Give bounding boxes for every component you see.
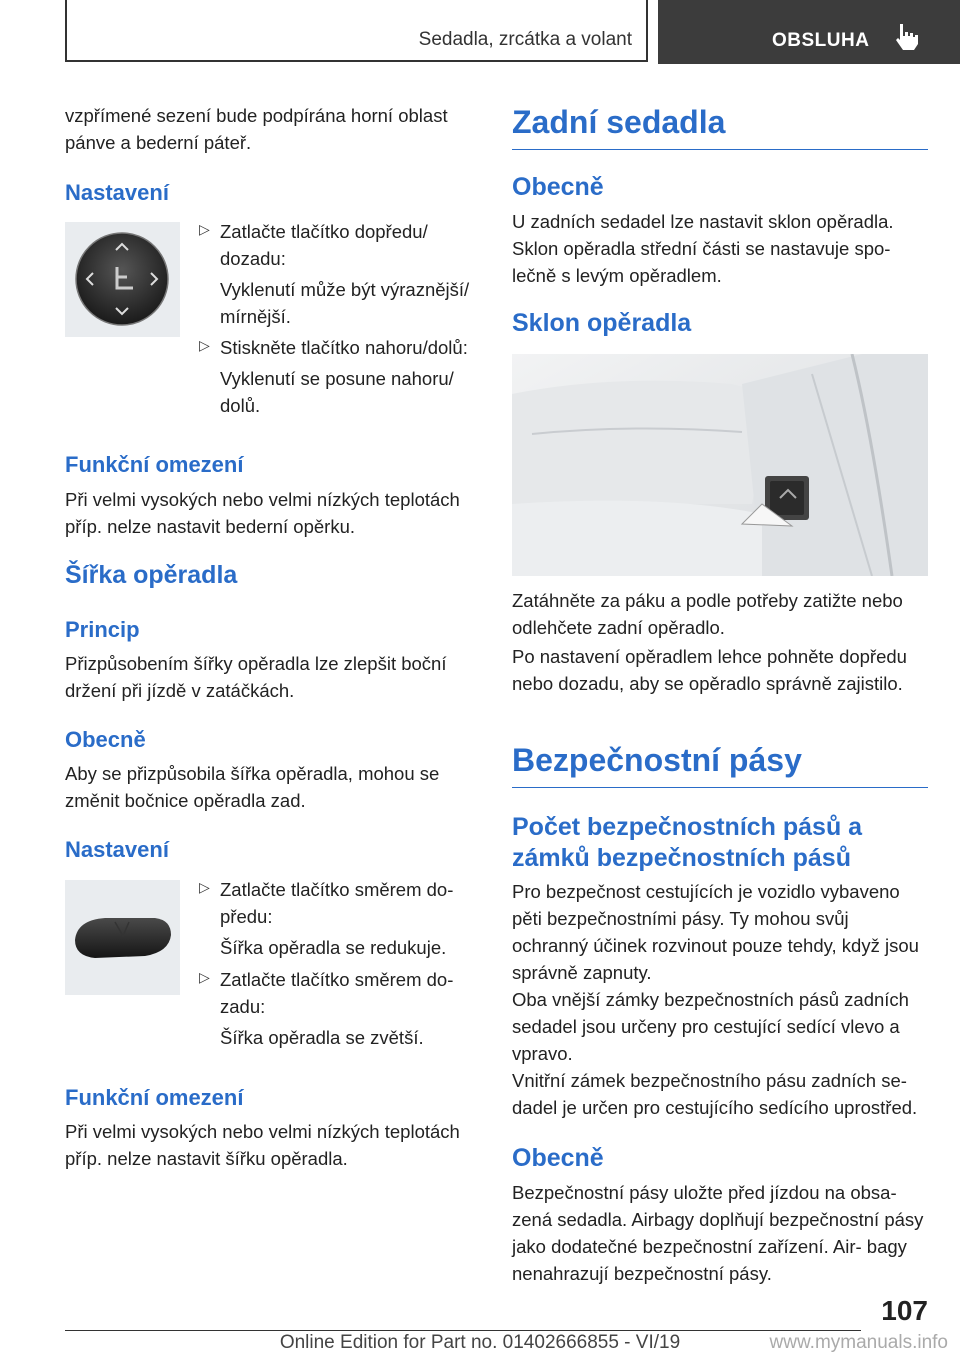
seat-belts-heading: Bezpečnostní pásy — [512, 742, 928, 788]
footer-divider — [65, 1330, 861, 1331]
width-heading: Šířka opěradla — [65, 561, 238, 589]
step-result: Šířka opěradla se redukuje. — [220, 937, 447, 958]
rear-general-text: U zadních sedadel lze nastavit sklon opěradla. Sklon opěradla střední části se nastavuje spo- lečně s levým opěradlem. — [512, 211, 894, 286]
step-marker-icon: ▷ — [199, 969, 210, 985]
limits2-heading: Funkční omezení — [65, 1085, 244, 1110]
rear-general-heading: Obecně — [512, 173, 604, 201]
step-result: Šířka opěradla se zvětší. — [220, 1027, 424, 1048]
step-result: Vyklenutí se posune nahoru/ dolů. — [220, 368, 454, 416]
tilt-text-1: Zatáhněte za páku a podle potřeby zatižte nebo odlehčete zadní opěradlo. — [512, 590, 903, 638]
belt-count-text-2: Oba vnější zámky bezpečnostních pásů zadních sedadel jsou určeny pro cestující sedící vlevo a vpravo. — [512, 989, 909, 1064]
step-marker-icon: ▷ — [199, 337, 210, 353]
limits1-text: Při velmi vysokých nebo velmi nízkých teplotách příp. nelze nastavit bederní opěrku. — [65, 489, 460, 537]
page-number: 107 — [881, 1295, 928, 1326]
belts-general-heading: Obecně — [512, 1144, 604, 1172]
rear-seat-tilt-lever-image — [512, 354, 928, 576]
general-text: Aby se přizpůsobila šířka opěradla, mohou se změnit bočnice opěradla zad. — [65, 763, 440, 811]
step-text: Zatlačte tlačítko dopředu/ dozadu: — [220, 221, 428, 269]
header-section-title: Sedadla, zrcátka a volant — [418, 29, 632, 50]
page-header — [0, 0, 960, 66]
belt-count-text-3: Vnitřní zámek bezpečnostního pásu zadních se- dadel je určen pro cestujícího sedícího uprostřed. — [512, 1070, 918, 1118]
settings2-heading: Nastavení — [65, 837, 169, 862]
step-marker-icon: ▷ — [199, 221, 210, 237]
belts-general-text: Bezpečnostní pásy uložte před jízdou na obsa- zená sedadla. Airbagy doplňují bezpečnostní pásy jako dodatečné bezpečnostní zařízení. Air- bagy nenahrazují bezpečnostní pásy. — [512, 1182, 924, 1284]
header-section-box — [65, 0, 648, 62]
footer-watermark: www.mymanuals.info — [769, 1332, 948, 1353]
rear-seats-heading: Zadní sedadla — [512, 104, 928, 150]
header-chapter-tab[interactable] — [658, 0, 960, 64]
lumbar-support-button-image — [65, 222, 180, 337]
principle-text: Přizpůsobením šířky opěradla lze zlepšit boční držení při jízdě v zatáčkách. — [65, 653, 447, 701]
backrest-width-button-image — [65, 880, 180, 995]
tilt-text-2: Po nastavení opěradlem lehce pohněte dopředu nebo dozadu, aby se opěradlo správně zajistilo. — [512, 646, 907, 694]
general-heading: Obecně — [65, 727, 146, 752]
hand-pointer-icon — [894, 22, 920, 52]
step-text: Zatlačte tlačítko směrem do- zadu: — [220, 969, 454, 1017]
limits1-heading: Funkční omezení — [65, 452, 244, 477]
step-marker-icon: ▷ — [199, 879, 210, 895]
header-chapter-label: OBSLUHA — [772, 30, 870, 51]
intro-paragraph: vzpřímené sezení bude podpírána horní oblast pánve a bederní páteř. — [65, 105, 448, 153]
limits2-text: Při velmi vysokých nebo velmi nízkých teplotách příp. nelze nastavit šířku opěradla. — [65, 1121, 460, 1169]
belt-count-text-1: Pro bezpečnost cestujících je vozidlo vybaveno pěti bezpečnostními pásy. Ty mohou svůj ochranný účinek rozvinout pouze tehdy, když jsou správně zapnuty. — [512, 881, 919, 983]
belt-count-heading: Počet bezpečnostních pásů a zámků bezpečnostních pásů — [512, 813, 863, 872]
step-result: Vyklenutí může být výraznější/ mírnější. — [220, 279, 470, 327]
step-text: Stiskněte tlačítko nahoru/dolů: — [220, 337, 468, 358]
step-text: Zatlačte tlačítko směrem do- předu: — [220, 879, 454, 927]
tilt-heading: Sklon opěradla — [512, 309, 692, 337]
principle-heading: Princip — [65, 617, 140, 642]
settings-heading: Nastavení — [65, 180, 169, 205]
footer-edition: Online Edition for Part no. 01402666855 - VI/19 — [279, 1332, 681, 1353]
